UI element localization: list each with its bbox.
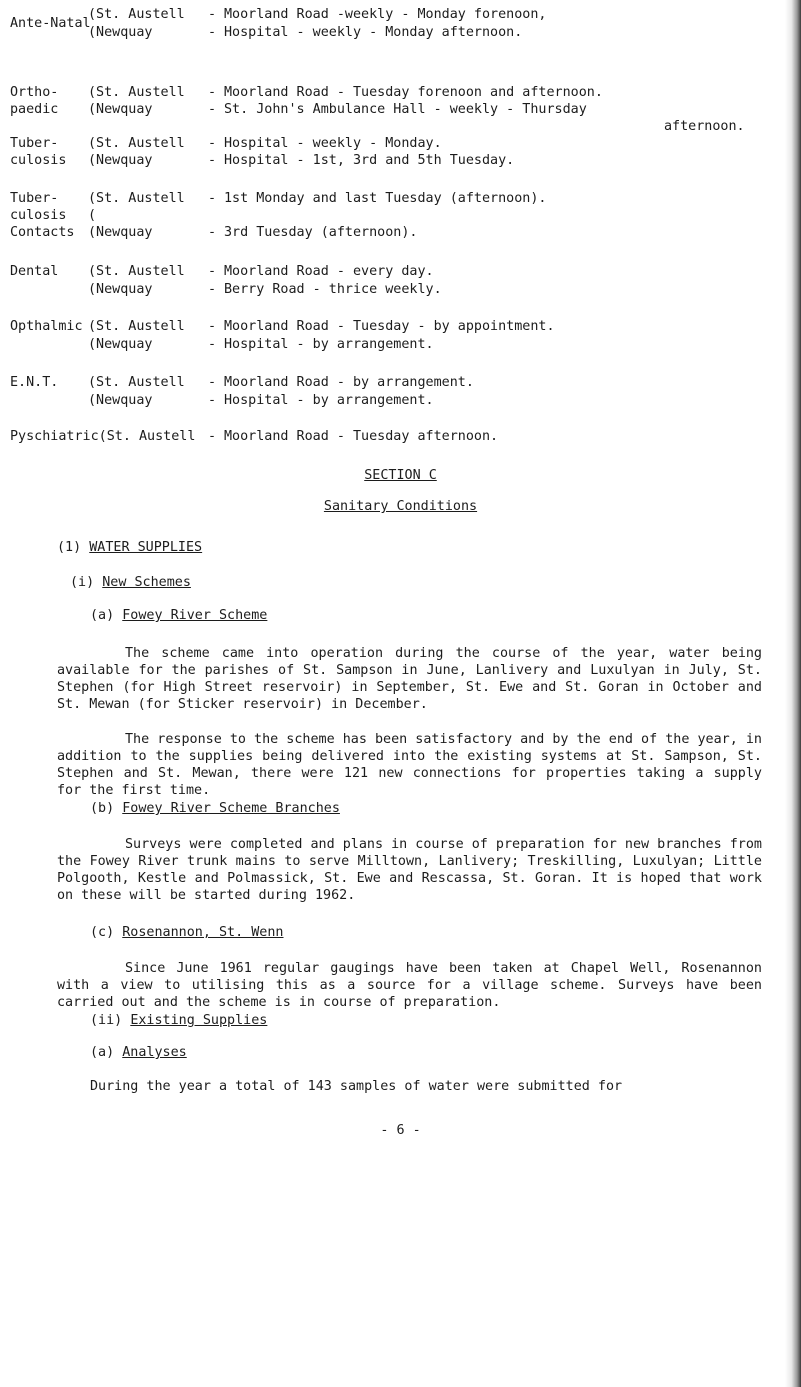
analyses-heading bbox=[90, 1044, 187, 1061]
clinic-location: ( bbox=[88, 208, 97, 223]
clinic-dash: - bbox=[208, 25, 217, 40]
clinic-dash: - bbox=[208, 102, 217, 117]
page-number: - 6 - bbox=[380, 1123, 421, 1138]
rosenannon-heading bbox=[90, 924, 284, 941]
fowey-branches-paragraph bbox=[57, 836, 762, 904]
rosenannon-number: (c) bbox=[90, 925, 115, 940]
fowey-scheme-number: (a) bbox=[90, 608, 115, 623]
clinic-detail: Moorland Road - every day. bbox=[224, 264, 434, 279]
clinic-dash: - bbox=[208, 7, 217, 22]
clinic-detail: Hospital - 1st, 3rd and 5th Tuesday. bbox=[224, 153, 515, 168]
clinic-category: Dental bbox=[10, 264, 59, 279]
water-heading-text: WATER SUPPLIES bbox=[89, 540, 203, 555]
clinic-location: (St. Austell bbox=[88, 85, 185, 100]
clinic-category: Opthalmic bbox=[10, 319, 83, 334]
clinic-location: (Newquay bbox=[88, 153, 153, 168]
fowey-branches-heading bbox=[90, 800, 340, 817]
clinic-dash: - bbox=[208, 375, 217, 390]
fowey-scheme-paragraph-1 bbox=[57, 645, 762, 713]
clinic-dash: - bbox=[208, 429, 217, 444]
existing-supplies-heading bbox=[90, 1012, 267, 1029]
clinic-location: (Newquay bbox=[88, 337, 153, 352]
paragraph-text: Surveys were completed and plans in course of preparation for new branches from the Fowey River trunk mains to serve Milltown, Lanlivery; Treskilling, Luxulyan; Little Polgooth, Kestle and Polmassick, St. Ewe and Rescassa, St. Goran. It is hoped that work on these will be started during 1962. bbox=[57, 837, 762, 903]
clinic-detail: 3rd Tuesday (afternoon). bbox=[224, 225, 418, 240]
clinic-category: Contacts bbox=[10, 225, 75, 240]
clinic-detail: Moorland Road - Tuesday - by appointment. bbox=[224, 319, 555, 334]
fowey-branches-text: Fowey River Scheme Branches bbox=[122, 801, 340, 816]
clinic-category: culosis bbox=[10, 153, 67, 168]
section-subtitle: Sanitary Conditions bbox=[323, 499, 478, 514]
clinic-location: (St. Austell bbox=[88, 191, 185, 206]
clinic-location: (St. Austell bbox=[88, 319, 185, 334]
clinic-category: E.N.T. bbox=[10, 375, 59, 390]
paragraph-text: The scheme came into operation during the course of the year, water being available for the parishes of St. Sampson in June, Lanlivery and Luxulyan in July, St. Stephen (for High Street reservoir) in September, St. Ewe and St. Goran in October and St. Mewan (for Sticker reservoir) in December. bbox=[57, 646, 762, 712]
clinic-detail: St. John's Ambulance Hall - weekly - Thursday bbox=[224, 102, 587, 117]
analyses-paragraph: During the year a total of 143 samples of water were submitted for bbox=[90, 1079, 623, 1094]
clinic-category: Tuber- bbox=[10, 136, 59, 151]
scan-edge-shadow bbox=[785, 0, 801, 1387]
clinic-category: Ante-Natal bbox=[10, 16, 91, 31]
clinic-dash: - bbox=[208, 85, 217, 100]
fowey-branches-number: (b) bbox=[90, 801, 115, 816]
existing-supplies-number: (ii) bbox=[90, 1013, 123, 1028]
clinic-detail: Moorland Road - Tuesday forenoon and afternoon. bbox=[224, 85, 603, 100]
clinic-location: (Newquay bbox=[88, 25, 153, 40]
clinic-location: (St. Austell bbox=[88, 375, 185, 390]
fowey-scheme-paragraph-2 bbox=[57, 731, 762, 799]
clinic-location: (Newquay bbox=[88, 102, 153, 117]
new-schemes-heading bbox=[70, 574, 191, 591]
existing-supplies-text: Existing Supplies bbox=[130, 1013, 268, 1028]
new-schemes-text: New Schemes bbox=[102, 575, 191, 590]
clinic-dash: - bbox=[208, 337, 217, 352]
clinic-location: (Newquay bbox=[88, 282, 153, 297]
clinic-detail: Hospital - by arrangement. bbox=[224, 393, 434, 408]
clinic-detail: afternoon. bbox=[664, 119, 745, 134]
clinic-category: Pyschiatric(St. Austell bbox=[10, 429, 196, 444]
clinic-location: (Newquay bbox=[88, 225, 153, 240]
rosenannon-paragraph bbox=[57, 960, 762, 1011]
clinic-detail: Moorland Road - by arrangement. bbox=[224, 375, 474, 390]
clinic-dash: - bbox=[208, 153, 217, 168]
analyses-text: Analyses bbox=[122, 1045, 187, 1060]
clinic-category: Ortho- bbox=[10, 85, 59, 100]
clinic-dash: - bbox=[208, 191, 217, 206]
clinic-category: Tuber- bbox=[10, 191, 59, 206]
clinic-category: culosis bbox=[10, 208, 67, 223]
clinic-dash: - bbox=[208, 136, 217, 151]
analyses-number: (a) bbox=[90, 1045, 115, 1060]
clinic-location: (St. Austell bbox=[88, 7, 185, 22]
clinic-location: (Newquay bbox=[88, 393, 153, 408]
clinic-detail: Hospital - weekly - Monday afternoon. bbox=[224, 25, 523, 40]
clinic-dash: - bbox=[208, 282, 217, 297]
clinic-category: paedic bbox=[10, 102, 59, 117]
rosenannon-text: Rosenannon, St. Wenn bbox=[122, 925, 284, 940]
fowey-scheme-heading bbox=[90, 607, 267, 624]
paragraph-text: Since June 1961 regular gaugings have been taken at Chapel Well, Rosenannon with a view to utilising this as a source for a village scheme. Surveys have been carried out and the scheme is in course of preparation. bbox=[57, 961, 762, 1010]
water-heading bbox=[57, 539, 202, 556]
clinic-detail: Moorland Road -weekly - Monday forenoon, bbox=[224, 7, 547, 22]
clinic-dash: - bbox=[208, 319, 217, 334]
clinic-detail: Moorland Road - Tuesday afternoon. bbox=[224, 429, 499, 444]
clinic-location: (St. Austell bbox=[88, 136, 185, 151]
new-schemes-number: (i) bbox=[70, 575, 95, 590]
clinic-detail: 1st Monday and last Tuesday (afternoon). bbox=[224, 191, 547, 206]
fowey-scheme-text: Fowey River Scheme bbox=[122, 608, 268, 623]
clinic-dash: - bbox=[208, 393, 217, 408]
water-heading-number: (1) bbox=[57, 540, 82, 555]
clinic-dash: - bbox=[208, 264, 217, 279]
clinic-dash: - bbox=[208, 225, 217, 240]
clinic-location: (St. Austell bbox=[88, 264, 185, 279]
paragraph-text: The response to the scheme has been satisfactory and by the end of the year, in addition to the supplies being delivered into the existing systems at St. Sampson, St. Stephen and St. Mewan, there were 121 new connections for properties taking a supply for the first time. bbox=[57, 732, 762, 798]
section-title: SECTION C bbox=[364, 468, 437, 483]
clinic-detail: Berry Road - thrice weekly. bbox=[224, 282, 442, 297]
clinic-detail: Hospital - by arrangement. bbox=[224, 337, 434, 352]
clinic-detail: Hospital - weekly - Monday. bbox=[224, 136, 442, 151]
